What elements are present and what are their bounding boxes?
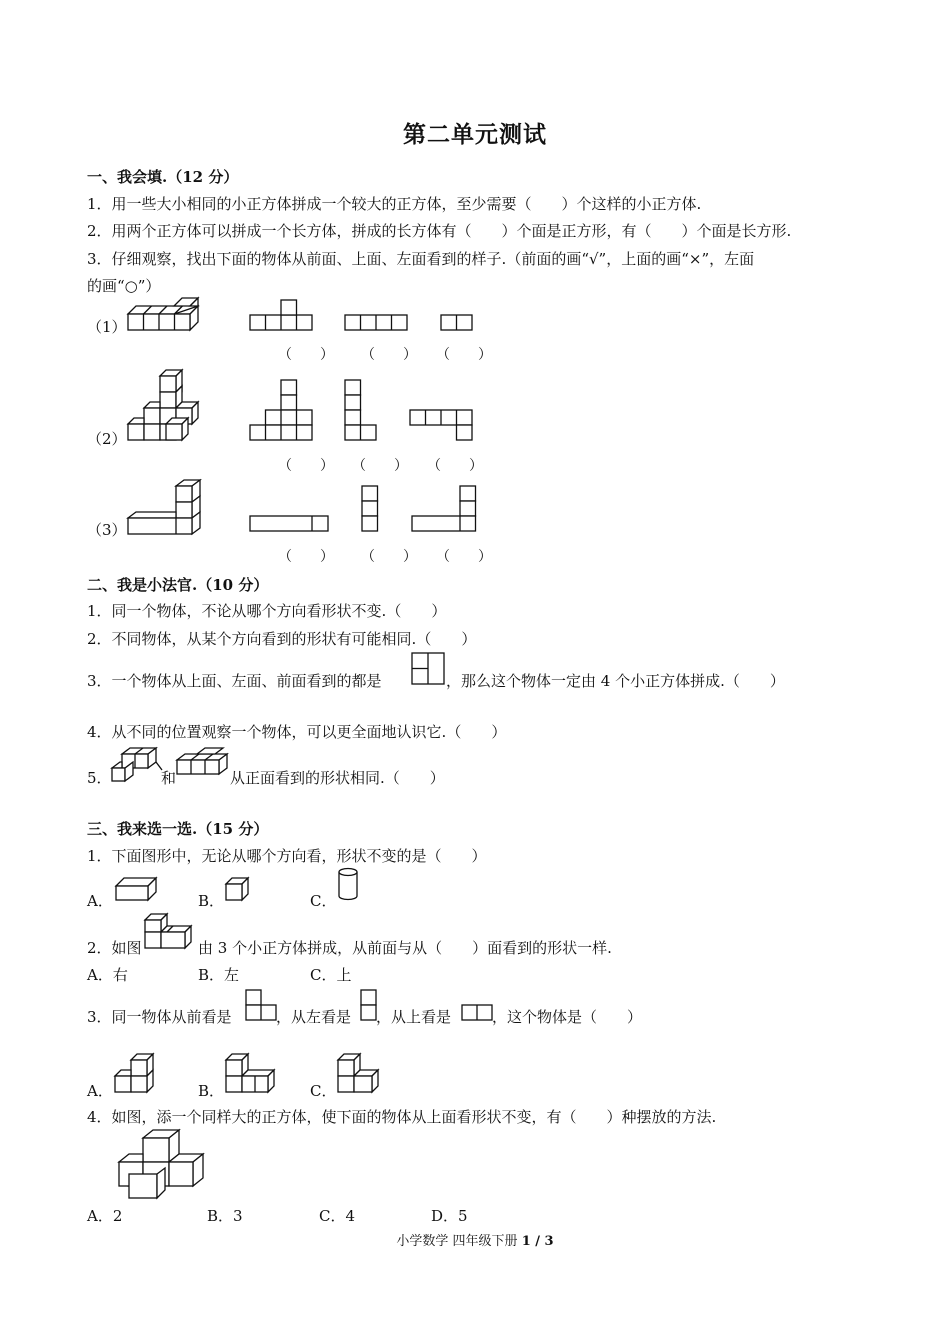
s3-question-3d: ，这个物体是（ ）	[492, 1008, 643, 1026]
s2-question-2: 2．不同物体，从某个方向看到的形状有可能相同.（ ）	[87, 630, 477, 648]
s3-q2-option-c[interactable]: C．上	[310, 966, 352, 984]
s1-question-3-line1: 3．仔细观察，找出下面的物体从前面、上面、左面看到的样子.（前面的画“√”，上面的画“×”，左面	[87, 250, 755, 268]
s1-question-3-line2: 的画“○”）	[87, 277, 161, 295]
item1-solid-figure	[128, 302, 203, 332]
s3-q1-option-c[interactable]: C．	[310, 892, 337, 910]
s3-q3-figure-b	[224, 1052, 280, 1094]
item2-paren-1[interactable]: （ ）	[278, 458, 334, 474]
s3-q4-option-c[interactable]: C．4	[319, 1207, 356, 1225]
s2-question-3a: 3．一个物体从上面、左面、前面看到的都是	[87, 672, 382, 690]
page-number: 1 / 3	[521, 1234, 554, 1249]
s2-question-5-tail: 从正面看到的形状相同.（ ）	[230, 769, 445, 787]
s3-q4-option-d[interactable]: D．5	[431, 1207, 468, 1225]
item3-view-c	[412, 484, 480, 534]
s2-question-5-num: 5．	[87, 769, 112, 787]
section-heading-3: 三、我来选一选.（15 分）	[87, 820, 269, 838]
item1-paren-1[interactable]: （ ）	[278, 347, 334, 363]
s2-q5-figure-b	[175, 748, 233, 782]
item2-paren-3[interactable]: （ ）	[427, 458, 483, 474]
s3-q3-option-a[interactable]: A．	[87, 1082, 113, 1100]
s1-question-2: 2．用两个正方体可以拼成一个长方体，拼成的长方体有（ ）个面是正方形，有（ ）个面是长方形.	[87, 222, 792, 240]
s3-q4-option-a[interactable]: A．2	[87, 1207, 123, 1225]
s3-q3-top-view	[460, 1003, 496, 1025]
cube-icon	[224, 876, 254, 904]
s3-q4-option-b[interactable]: B．3	[207, 1207, 243, 1225]
s3-q2-option-a[interactable]: A．右	[87, 966, 128, 984]
item-label-1: （1）	[87, 318, 127, 336]
s3-question-3c: ，从上看是	[376, 1008, 452, 1026]
s3-q3-figure-a	[113, 1052, 161, 1094]
s3-q2-option-b[interactable]: B．左	[198, 966, 240, 984]
s3-q4-figure	[117, 1128, 209, 1200]
item1-paren-3[interactable]: （ ）	[436, 347, 492, 363]
item1-view-a	[250, 298, 314, 332]
s3-q1-option-b[interactable]: B．	[198, 892, 225, 910]
page-title: 第二单元测试	[403, 122, 547, 148]
s3-q3-front-view	[244, 988, 280, 1024]
item-label-3: （3）	[87, 521, 127, 539]
s3-question-3a: 3．同一物体从前看是	[87, 1008, 232, 1026]
item3-paren-1[interactable]: （ ）	[278, 549, 334, 565]
s3-q1-option-a[interactable]: A．	[87, 892, 113, 910]
section-heading-2: 二、我是小法官.（10 分）	[87, 576, 269, 594]
section-heading-1: 一、我会填.（12 分）	[87, 168, 239, 186]
item3-solid-figure	[128, 478, 208, 536]
page-footer	[0, 1230, 950, 1249]
s3-question-2b: 由 3 个小正方体拼成，从前面与从（ ）面看到的形状一样.	[198, 939, 612, 957]
item2-view-c	[410, 408, 476, 444]
footer-text: 小学数学 四年级下册	[396, 1234, 522, 1249]
s2-question-1: 1．同一个物体，不论从哪个方向看形状不变.（ ）	[87, 602, 447, 620]
item3-view-a	[250, 514, 332, 534]
s3-q2-figure	[143, 912, 199, 952]
s3-question-2a: 2．如图	[87, 939, 142, 957]
item3-paren-3[interactable]: （ ）	[436, 549, 492, 565]
item2-view-b	[345, 378, 381, 444]
item1-view-c	[441, 313, 477, 333]
s3-q3-option-b[interactable]: B．	[198, 1082, 225, 1100]
item2-view-a	[250, 378, 316, 444]
s2-question-5-and: 和	[161, 769, 177, 787]
item2-paren-2[interactable]: （ ）	[352, 458, 408, 474]
item1-view-b	[345, 313, 411, 333]
s2-question-3b: ，那么这个物体一定由 4 个小正方体拼成.（ ）	[446, 672, 785, 690]
s1-question-1: 1．用一些大小相同的小正方体拼成一个较大的正方体，至少需要（ ）个这样的小正方体.	[87, 195, 702, 213]
s2-q3-square-view	[411, 651, 447, 687]
item3-paren-2[interactable]: （ ）	[361, 549, 417, 565]
cylinder-icon	[337, 867, 359, 903]
s3-q3-option-c[interactable]: C．	[310, 1082, 337, 1100]
item2-solid-figure	[128, 368, 208, 440]
s2-q5-figure-a	[110, 746, 164, 782]
s3-question-3b: ，从左看是	[276, 1008, 352, 1026]
s3-question-4: 4．如图，添一个同样大的正方体，使下面的物体从上面看形状不变，有（ ）种摆放的方法.	[87, 1108, 717, 1126]
s3-question-1: 1．下面图形中，无论从哪个方向看，形状不变的是（ ）	[87, 847, 487, 865]
item3-view-b	[362, 484, 382, 534]
s2-question-4: 4．从不同的位置观察一个物体，可以更全面地认识它.（ ）	[87, 723, 507, 741]
item-label-2: （2）	[87, 430, 127, 448]
cuboid-icon	[114, 876, 160, 904]
s3-q3-figure-c	[336, 1052, 384, 1094]
item1-paren-2[interactable]: （ ）	[361, 347, 417, 363]
